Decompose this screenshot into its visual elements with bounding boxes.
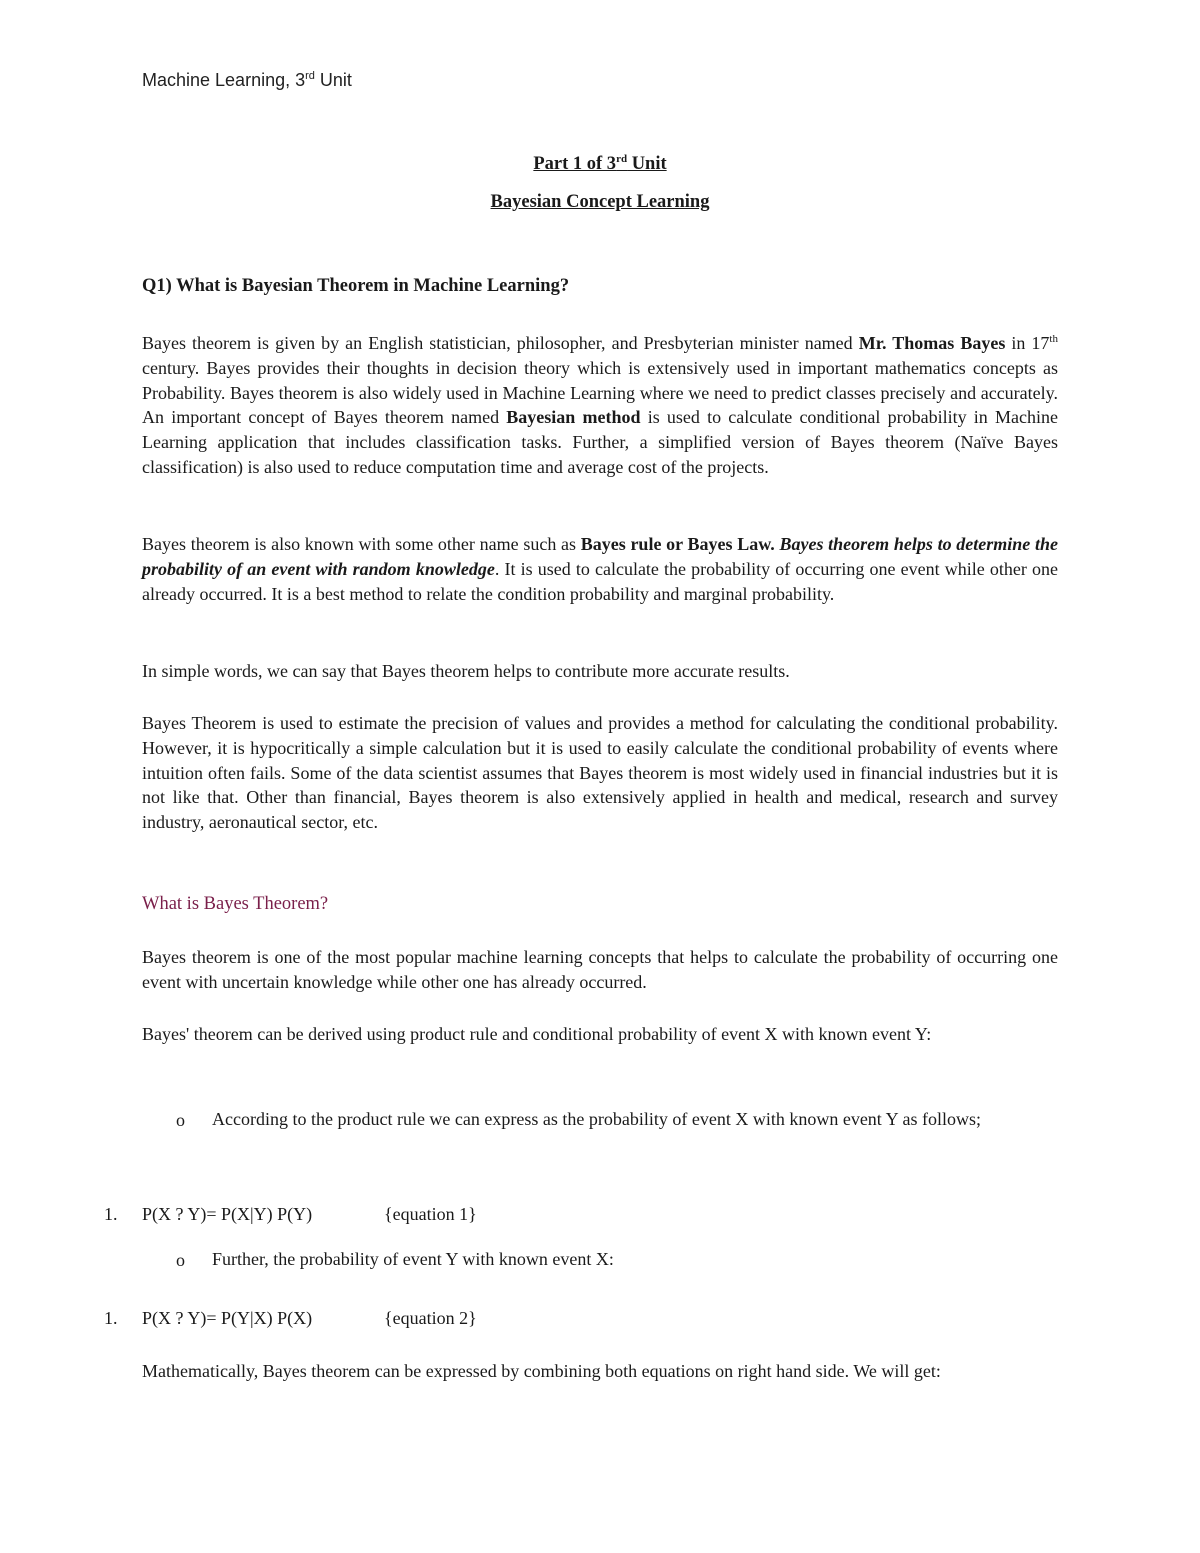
list-number: 1. [104, 1204, 118, 1224]
question-heading: Q1) What is Bayesian Theorem in Machine Learning? [142, 276, 570, 296]
list-number: 1. [104, 1308, 118, 1328]
bullet-probability-y: Further, the probability of event Y with known event X: [212, 1249, 614, 1269]
paragraph-precision: Bayes Theorem is used to estimate the precision of values and provides a method for calculating the conditional probability. However, it is hypocritically a simple calculation but it is used to easily calculate the conditional probability of events where intuition often fails. Some of the data scientist assumes that Bayes theorem is most widely used in financial industries but it is not like that. Other than financial, Bayes theorem is also extensively applied in health and medical, research and survey industry, aeronautical sector, etc. [142, 713, 1058, 833]
paragraph-popular-concept: Bayes theorem is one of the most popular machine learning concepts that helps to calculate the probability of occurring one event with uncertain knowledge while other one has already occurred. [142, 947, 1058, 992]
equation-2: P(X ? Y)= P(Y|X) P(X) [142, 1308, 313, 1328]
paragraph-other-names: Bayes theorem is also known with some other name such as Bayes rule or Bayes Law. Bayes theorem helps to determine the probability of an event with random knowledge. It is used to calculate the probability of occurring one event while other one already occurred. It is a best method to relate the condition probability and marginal probability. [142, 534, 1059, 604]
subheading-what-is-bayes: What is Bayes Theorem? [142, 894, 329, 914]
paragraph-simple-words: In simple words, we can say that Bayes theorem helps to contribute more accurate results. [142, 661, 790, 681]
bullet-marker: o [176, 1110, 185, 1130]
paragraph-mathematically: Mathematically, Bayes theorem can be expressed by combining both equations on right hand side. We will get: [142, 1361, 941, 1381]
bullet-marker: o [176, 1250, 185, 1270]
paragraph-intro: Bayes theorem is given by an English statistician, philosopher, and Presbyterian minister named Mr. Thomas Bayes in 17th century. Bayes provides their thoughts in decision theory which is extensively used in important mathematics concepts as Probability. Bayes theorem is also widely used in Machine Learning where we need to predict classes precisely and accurately. An important concept of Bayes theorem named Bayesian method is used to calculate conditional probability in Machine Learning application that includes classification tasks. Further, a simplified version of Bayes theorem (Naïve Bayes classification) is also used to reduce computation time and average cost of the projects. [142, 333, 1058, 477]
paragraph-derivation: Bayes' theorem can be derived using product rule and conditional probability of event X with known event Y: [142, 1024, 932, 1044]
document-subtitle: Bayesian Concept Learning [490, 192, 710, 212]
equation-1-label: {equation 1} [384, 1204, 477, 1224]
bullet-product-rule: According to the product rule we can express as the probability of event X with known event Y as follows; [212, 1109, 981, 1129]
equation-1: P(X ? Y)= P(X|Y) P(Y) [142, 1204, 313, 1224]
page-header: Machine Learning, 3rd Unit [142, 70, 352, 90]
equation-2-label: {equation 2} [384, 1308, 477, 1328]
document-title: Part 1 of 3rd Unit [533, 152, 667, 174]
